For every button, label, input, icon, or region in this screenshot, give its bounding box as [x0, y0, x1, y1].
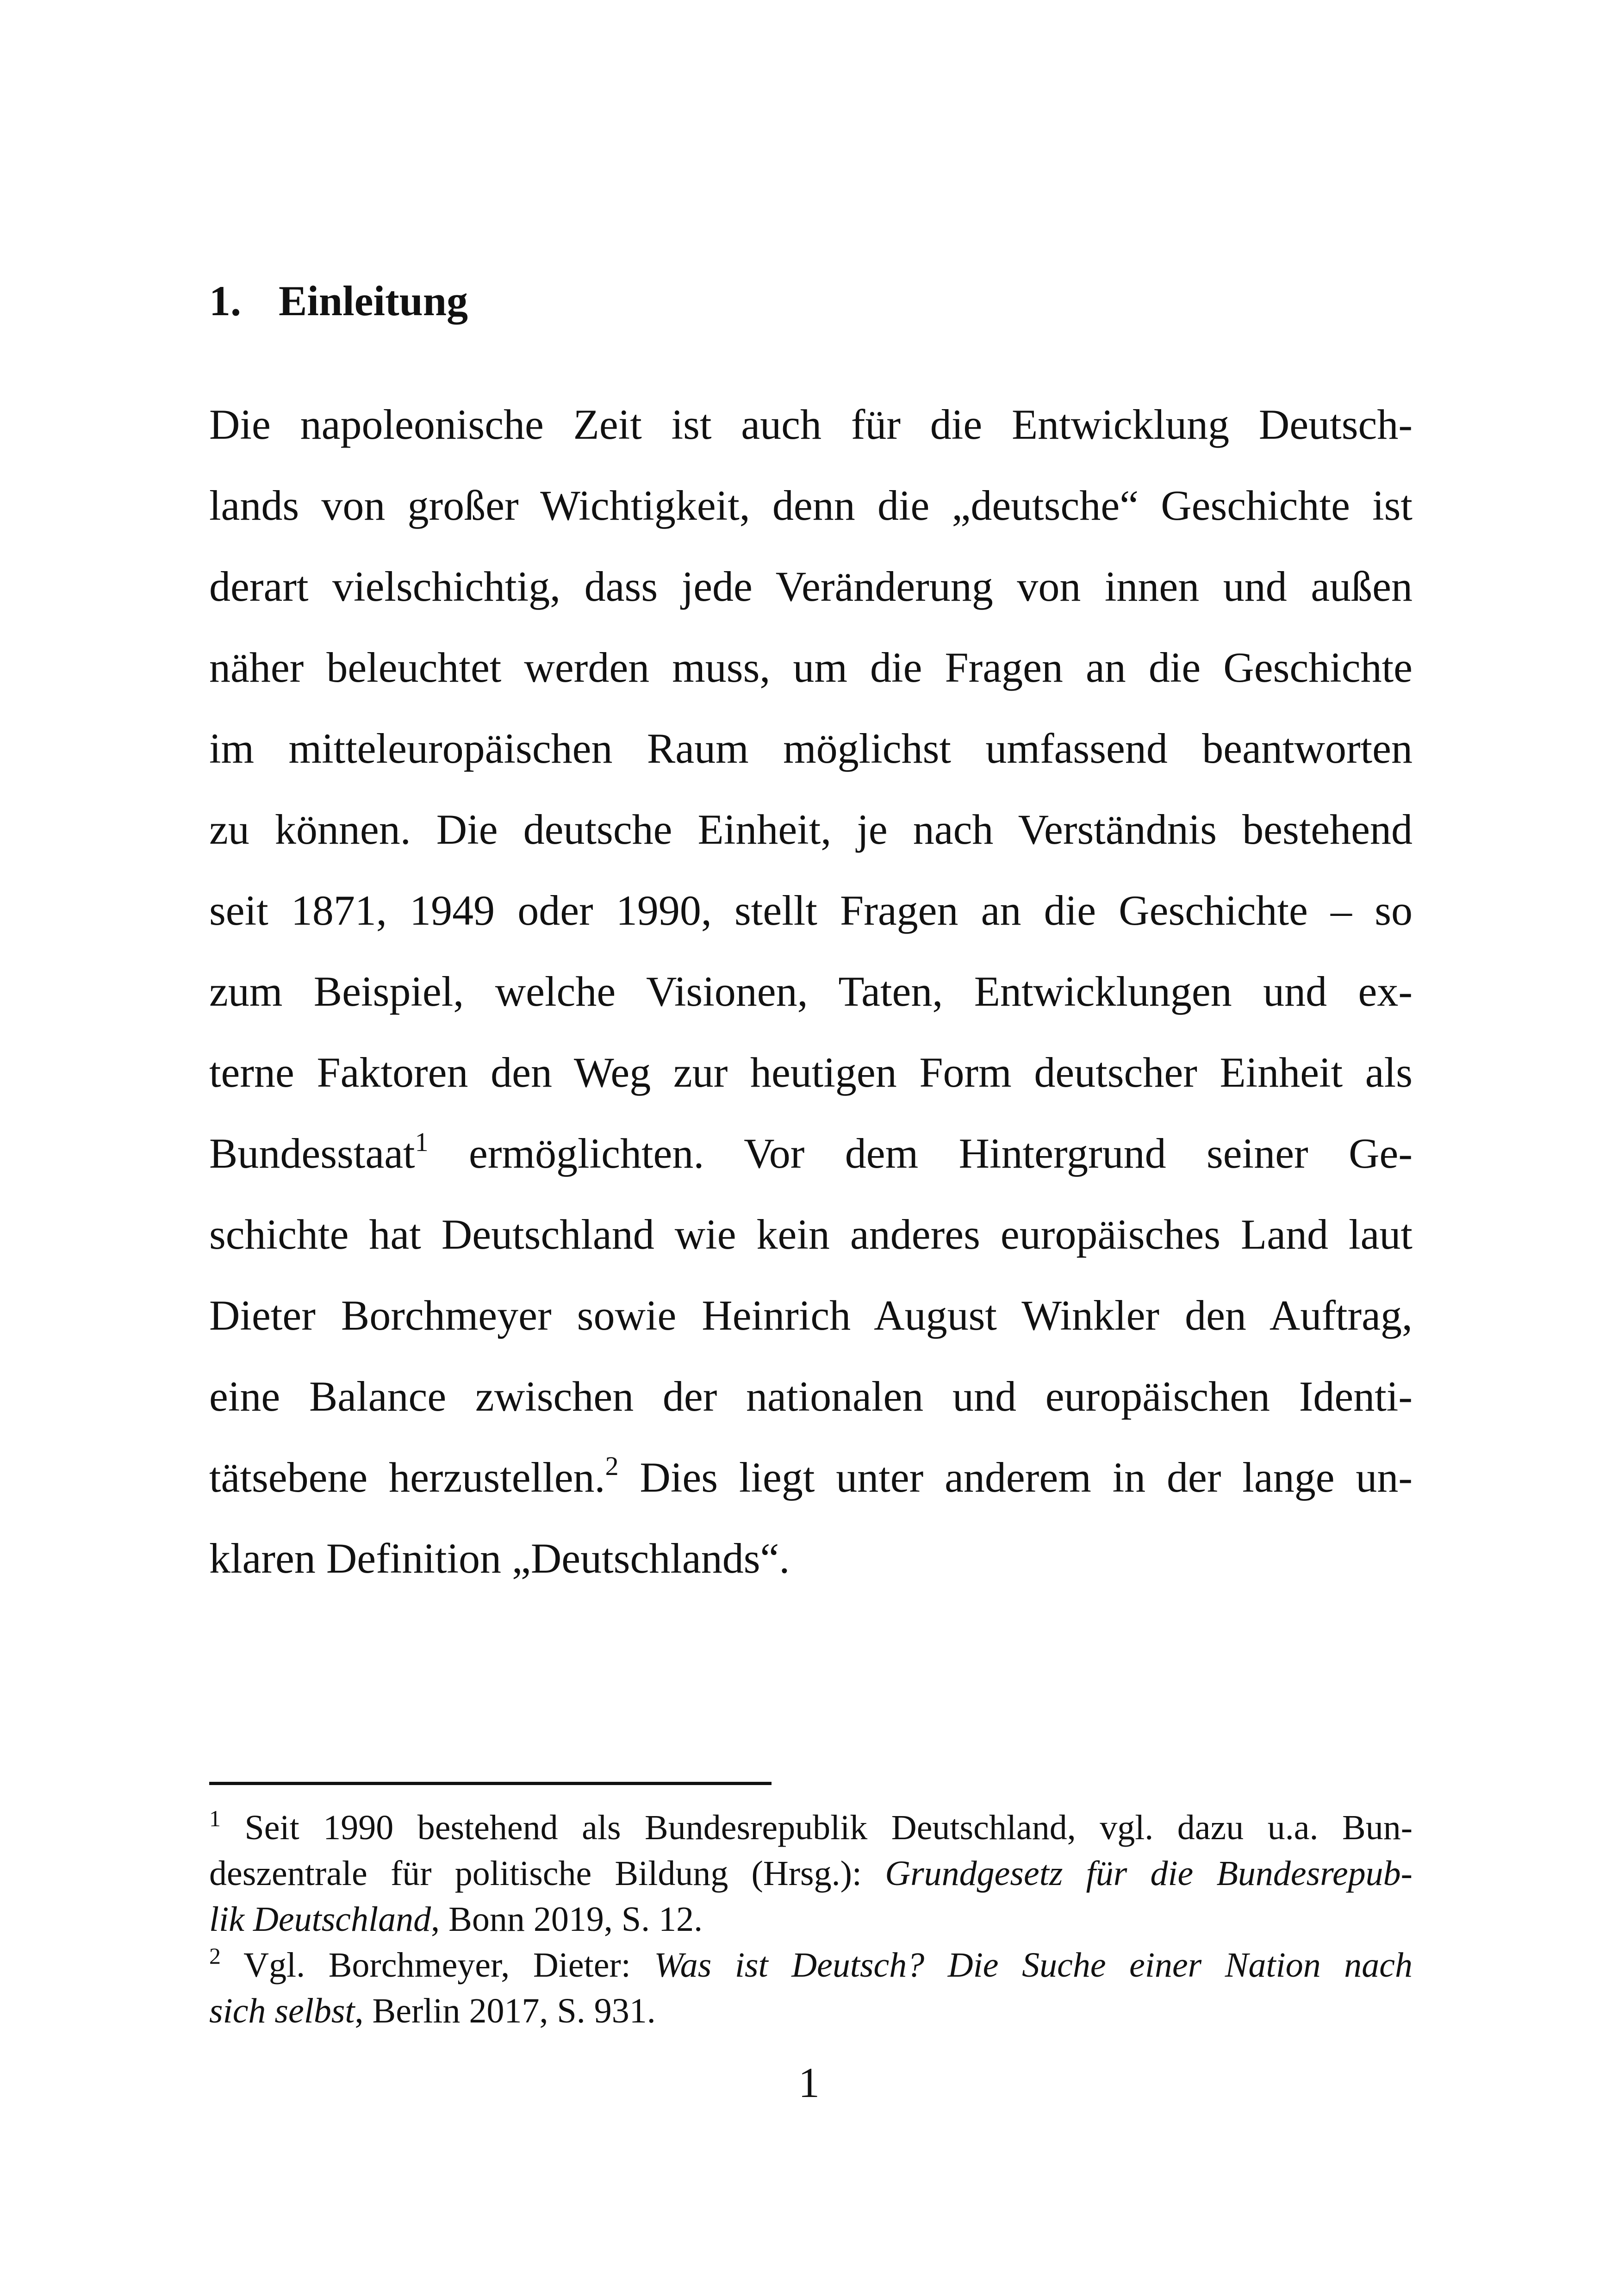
- body-line: klaren Definition „Deutschlands“.: [209, 1535, 790, 1582]
- footnote-italic-title: sich selbst: [209, 1991, 355, 2030]
- body-line: näher beleuchtet werden muss, um die Fragen an die Geschichte: [209, 644, 1413, 691]
- footnotes: [209, 1805, 1413, 2034]
- footnote-text: Vgl. Borchmeyer, Dieter:: [221, 1946, 654, 1985]
- body-line: [209, 1113, 1413, 1194]
- body-line: derart vielschichtig, dass jede Veränderung von innen und außen: [209, 563, 1413, 610]
- footnote-text: , Berlin 2017, S. 931.: [355, 1991, 656, 2030]
- body-text-run: ermöglichten. Vor dem Hintergrund seiner Ge-: [428, 1130, 1413, 1177]
- footnote-1-line: [209, 1851, 1413, 1897]
- footnote-italic-title: Grundgesetz für die Bundesrepub-: [885, 1854, 1413, 1893]
- footnote-italic-title: lik Deutschland: [209, 1900, 431, 1939]
- footnote-ref-2[interactable]: 2: [605, 1451, 619, 1481]
- footnote-separator: [209, 1782, 772, 1785]
- footnote-1-line: [209, 1897, 1413, 1942]
- footnote-2-line: [209, 1988, 1413, 2034]
- body-line: zu können. Die deutsche Einheit, je nach Verständnis bestehend: [209, 806, 1413, 853]
- section-heading: [209, 273, 468, 329]
- footnote-ref-1[interactable]: 1: [415, 1127, 429, 1157]
- section-number: 1.: [209, 277, 241, 324]
- body-line: seit 1871, 1949 oder 1990, stellt Fragen an die Geschichte – so: [209, 887, 1413, 934]
- footnote-text: Seit 1990 bestehend als Bundesrepublik Deutschland, vgl. dazu u.a. Bun-: [221, 1808, 1413, 1847]
- footnote-2-line: [209, 1942, 1413, 1988]
- footnote-text: , Bonn 2019, S. 12.: [431, 1900, 703, 1939]
- body-text-run: Bundesstaat: [209, 1130, 415, 1177]
- footnote-1-line: [209, 1805, 1413, 1851]
- footnote-marker-2: 2: [209, 1943, 221, 1969]
- body-line: zum Beispiel, welche Visionen, Taten, Entwicklungen und ex-: [209, 968, 1413, 1015]
- section-title: Einleitung: [279, 277, 468, 324]
- body-line: schichte hat Deutschland wie kein anderes europäisches Land laut: [209, 1211, 1413, 1258]
- body-line: im mitteleuropäischen Raum möglichst umfassend beantworten: [209, 725, 1413, 772]
- body-line: eine Balance zwischen der nationalen und europäischen Identi-: [209, 1373, 1413, 1420]
- body-paragraph: [209, 384, 1413, 1599]
- body-line: [209, 1437, 1413, 1518]
- body-text-run: Dies liegt unter anderem in der lange un-: [618, 1454, 1413, 1501]
- footnote-marker-1: 1: [209, 1805, 221, 1831]
- body-line: Dieter Borchmeyer sowie Heinrich August Winkler den Auftrag,: [209, 1292, 1413, 1339]
- body-line: Die napoleonische Zeit ist auch für die Entwicklung Deutsch-: [209, 401, 1413, 448]
- page-number: 1: [798, 2059, 820, 2106]
- footnote-italic-title: Was ist Deutsch? Die Suche einer Nation nach: [654, 1946, 1413, 1985]
- body-line: terne Faktoren den Weg zur heutigen Form deutscher Einheit als: [209, 1049, 1413, 1096]
- body-text-run: tätsebene herzustellen.: [209, 1454, 605, 1501]
- footnote-text: deszentrale für politische Bildung (Hrsg.):: [209, 1854, 885, 1893]
- body-line: lands von großer Wichtigkeit, denn die „deutsche“ Geschichte ist: [209, 482, 1413, 529]
